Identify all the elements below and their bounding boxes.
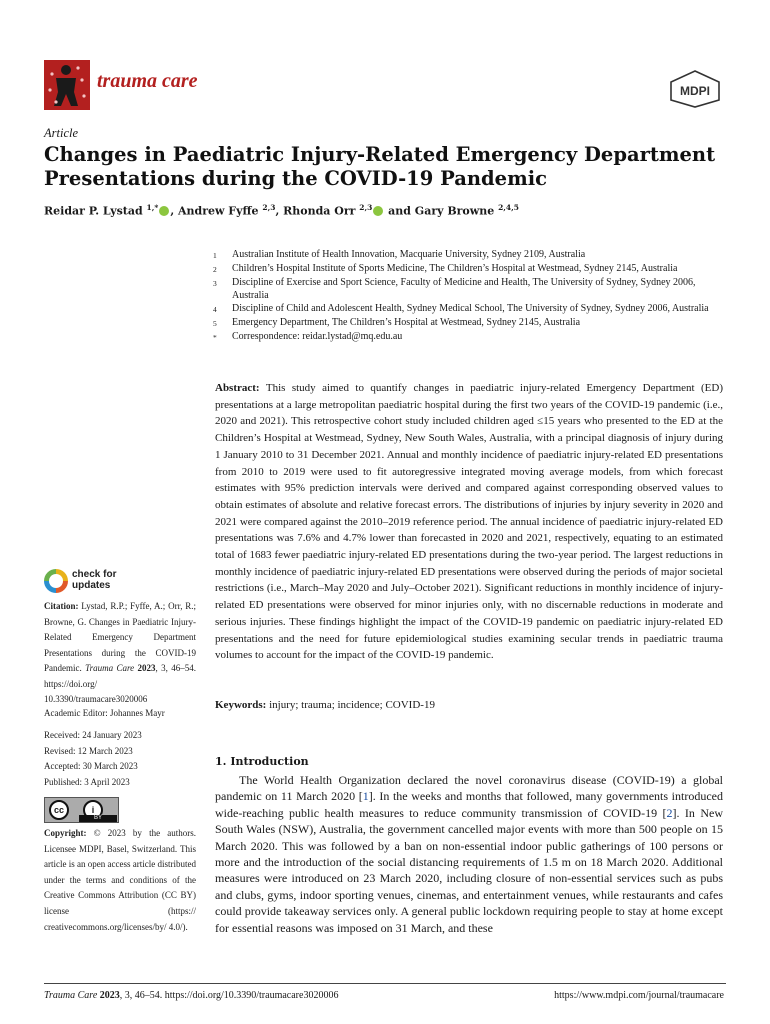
publication-dates (44, 728, 142, 790)
date-accepted: Accepted: 30 March 2023 (44, 761, 138, 771)
affiliation-text: Discipline of Child and Adolescent Health, Sydney Medical School, The University of Sydney, Sydney 2006, Australia (232, 303, 709, 314)
author-name: Reidar P. Lystad (44, 204, 143, 218)
date-received: Received: 24 January 2023 (44, 730, 142, 740)
introduction-paragraph (215, 772, 723, 936)
mdpi-logo-text: MDPI (680, 84, 710, 98)
date-revised: Revised: 12 March 2023 (44, 745, 133, 756)
affiliation-item (213, 302, 713, 316)
footer-doi[interactable]: , 3, 46–54. https://doi.org/10.3390/traumacare3020006 (119, 990, 339, 1001)
journal-logo (44, 60, 90, 110)
affiliation-number: 5 (213, 319, 217, 328)
affiliation-item (213, 248, 713, 262)
affiliation-item (213, 330, 713, 344)
affiliation-item (213, 276, 713, 302)
affiliations (213, 248, 713, 344)
intro-text: ]. In the weeks and months that followed, many governments introduced wide-reaching public health measures to reduce community transmission of COVID-19 [ (215, 789, 723, 820)
author-affiliation-marker: 2,4,5 (498, 203, 519, 212)
affiliation-number: 2 (213, 265, 217, 274)
reference-link[interactable]: 2 (666, 805, 673, 820)
author-name: Andrew Fyffe (177, 204, 259, 218)
intro-text: The World Health Organization declared the novel coronavirus disease (COVID-19) a global pandemic on 11 March 2020 [ (215, 773, 723, 804)
author-affiliation-marker: 2,3 (359, 203, 373, 212)
journal-name: trauma care (97, 70, 198, 92)
abstract-label: Abstract: (215, 382, 260, 394)
injured-figure-icon (44, 60, 90, 110)
affiliation-item (213, 262, 713, 276)
cc-icon: cc (49, 800, 69, 820)
mdpi-logo (667, 68, 723, 108)
attribution-icon: i (83, 800, 103, 820)
paper-title: Changes in Paediatric Injury-Related Emergency Department Presentations during the COVID-19 Pandemic (44, 143, 716, 190)
cc-by-license-badge[interactable] (44, 797, 119, 823)
reference-link[interactable]: 1 (362, 789, 369, 804)
author-affiliation-marker: 2,3 (262, 203, 276, 212)
affiliation-text: Australian Institute of Health Innovation, Macquarie University, Sydney 2109, Australia (232, 249, 586, 260)
footer-citation (44, 990, 338, 1001)
mdpi-hexagon-icon (667, 68, 723, 108)
author-name: Rhonda Orr (283, 204, 356, 218)
check-updates-line2: updates (72, 580, 111, 591)
footer-journal: Trauma Care (44, 990, 98, 1001)
academic-editor: Academic Editor: Johannes Mayr (44, 708, 165, 718)
author-separator: and (384, 204, 415, 218)
section-heading-introduction: 1. Introduction (215, 755, 309, 768)
keywords (215, 697, 723, 714)
intro-text: ]. In New South Wales (NSW), Australia, the government cancelled major events with more than 500 people on 15 March 2020. This was followed by a ban on non-essential indoor public gatherings of 100 persons or more and the introduction of the social distancing requirements of 1.5 m on 18 March 2020. Additional measures were introduced on 23 March 2020, including closure of non-essential services such as pubs and clubs, gyms, indoor sporting venues, cinemas, and entertainment venues, while restaurants and cafes could provide takeaway services only. A general public lockdown requiring people to stay at home except for essential reasons was imposed on 31 March, and these (215, 805, 724, 935)
author-affiliation-marker: 1,* (146, 203, 159, 212)
keywords-label: Keywords: (215, 699, 267, 711)
affiliation-number: 1 (213, 251, 217, 260)
abstract-text: This study aimed to quantify changes in paediatric injury-related Emergency Department (ED) presentations at a large metropolitan paediatric hospital during the first two years of the COVID-19 pandemic (i.e., 2020 and 2021). This retrospective cohort study included children aged ≤15 years who presented to the ED at the Children’s Hospital at Westmead, Sydney, New South Wales, Australia, with a principal diagnosis of injury during 1 January 2010 to 31 December 2021. Annual and monthly incidence of paediatric injury-related ED presentations from 2010 to 2019 were used to fit autoregressive integrated moving average models, from which forecast estimates with 95% prediction intervals were derived and compared against corresponding observed values to obtain estimates of absolute and relative forecast errors. The distributions of injuries by injury severity in 2020 and 2021 were compared against the 2010–2019 reference period. The annual incidence of paediatric injury-related ED presentations was 7.6% and 4.7% lower than forecasted in 2020 and 2021, respectively, equating to an estimated total of 1683 fewer paediatric injury-related ED presentations during the two-year period. The largest reductions in monthly incidence of paediatric injury-related ED presentations were observed during the periods of major societal restrictions (i.e., March–May 2020 and July–October 2021). Significant reductions in monthly incidence of injury-related ED presentations were observed for minor injuries only, with no discernable reductions in moderate and serious injuries. These findings highlight the impact of the COVID-19 pandemic on paediatric injury-related ED presentations and the need for future epidemiological studies examining secular trends in paediatric trauma volumes to account for the impact of the COVID-19 pandemic. (215, 382, 723, 662)
affiliation-text: Correspondence: reidar.lystad@mq.edu.au (232, 331, 403, 342)
keywords-text: injury; trauma; incidence; COVID-19 (269, 699, 435, 711)
citation-label: Citation: (44, 601, 79, 611)
author-name: Gary Browne (414, 204, 495, 218)
affiliation-text: Children’s Hospital Institute of Sports Medicine, The Children’s Hospital at Westmead, Sydney 2145, Australia (232, 263, 678, 274)
check-updates-icon (44, 569, 68, 593)
orcid-icon[interactable] (373, 206, 383, 216)
affiliation-item (213, 316, 713, 330)
check-for-updates-badge[interactable] (44, 567, 162, 595)
by-label: BY (79, 815, 117, 822)
author-separator: , (170, 204, 178, 218)
affiliation-text: Discipline of Exercise and Sport Science, Faculty of Medicine and Health, The University of Sydney, Sydney 2006, Australia (232, 277, 696, 301)
copyright-block (44, 826, 196, 935)
citation-year: 2023 (137, 663, 156, 673)
citation-text: Lystad, R.P.; Fyffe, A.; Orr, R.; Browne, G. Changes in Paediatric Injury-Related Emergency Department Presentations during the COVID-19 Pandemic. (44, 601, 196, 673)
affiliation-number: * (213, 333, 217, 342)
copyright-text: © 2023 by the authors. Licensee MDPI, Basel, Switzerland. This article is an open access article distributed under the terms and conditions of the Creative Commons Attribution (CC BY) license (https:// creativecommons.org/licenses/by/ 4.0/). (44, 828, 197, 932)
footer-divider (44, 983, 726, 984)
article-type: Article (44, 126, 79, 140)
check-updates-line1: check for (72, 569, 117, 580)
affiliation-number: 4 (213, 305, 217, 314)
orcid-icon[interactable] (159, 206, 169, 216)
citation-journal: Trauma Care (85, 663, 135, 673)
affiliation-text: Emergency Department, The Children’s Hospital at Westmead, Sydney 2145, Australia (232, 317, 581, 328)
affiliation-number: 3 (213, 279, 217, 288)
author-list (44, 203, 519, 218)
date-published: Published: 3 April 2023 (44, 776, 130, 787)
abstract (215, 380, 723, 664)
citation-block (44, 599, 196, 708)
citation-volume-doi[interactable]: , 3, 46–54. https://doi.org/ 10.3390/traumacare3020006 (44, 663, 197, 704)
author-separator: , (275, 204, 284, 218)
footer-year: 2023 (99, 990, 120, 1001)
footer-journal-url[interactable]: https://www.mdpi.com/journal/traumacare (554, 990, 724, 1001)
copyright-label: Copyright: (44, 828, 87, 838)
